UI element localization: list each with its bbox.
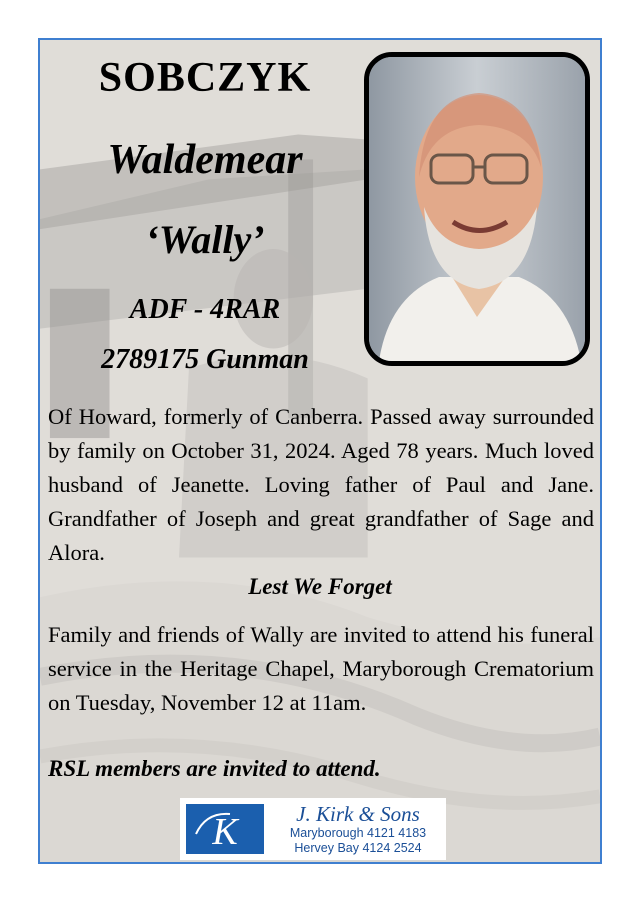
nickname: ‘Wally’ bbox=[145, 217, 265, 262]
obituary-paragraph: Of Howard, formerly of Canberra. Passed away surrounded by family on October 31, 2024. Aged 78 years. Much loved husband of Jeanette. Loving father of Paul and Jane. Grandfather of Joseph and great grandfather of Sage and Alora. bbox=[48, 404, 594, 565]
funeral-director-name: J. Kirk & Sons bbox=[296, 802, 420, 826]
surname: SOBCZYK bbox=[98, 55, 312, 101]
military-unit: ADF - 4RAR bbox=[129, 294, 281, 325]
funeral-director-logo bbox=[180, 798, 446, 860]
notice-card bbox=[38, 38, 602, 864]
funeral-details-paragraph: Family and friends of Wally are invited to attend his funeral service in the Heritage Chapel, Maryborough Crematorium on Tuesday, November 12 at 11am. bbox=[48, 622, 594, 715]
rsl-invitation: RSL members are invited to attend. bbox=[48, 756, 381, 781]
funeral-director-details bbox=[274, 802, 442, 856]
lest-we-forget: Lest We Forget bbox=[248, 574, 392, 599]
given-name: Waldemear bbox=[107, 137, 303, 183]
service-number: 2789175 Gunman bbox=[101, 344, 309, 375]
hervey-bay-phone: Hervey Bay 4124 2524 bbox=[294, 841, 422, 855]
portrait-photo-icon bbox=[369, 57, 585, 361]
maryborough-phone: Maryborough 4121 4183 bbox=[289, 826, 427, 840]
k-logo-icon bbox=[186, 804, 264, 854]
portrait-frame bbox=[364, 52, 590, 366]
logo-letter: K bbox=[212, 811, 238, 853]
